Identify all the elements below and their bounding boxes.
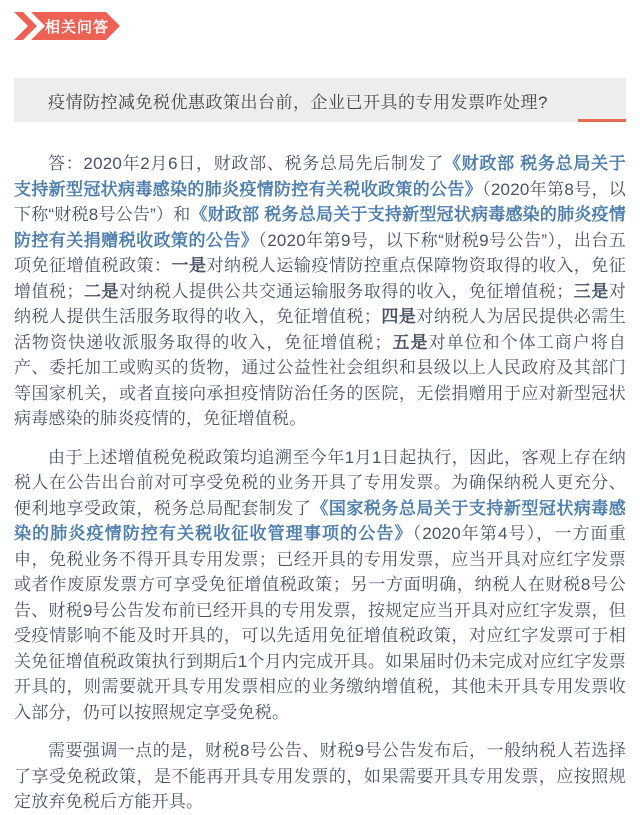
text-segment: 一是 xyxy=(171,256,207,275)
text-segment: （2020年第8号，以下称“财税8号公告”）和 xyxy=(14,179,626,224)
text-segment: 对纳税人提供公共交通运输服务取得的收入，免征增值税； xyxy=(118,281,574,301)
policy-document-link[interactable]: 《国家税务总局关于支持新型冠状病毒感染的肺炎疫情防控有关税收征收管理事项的公告》 xyxy=(14,498,626,543)
article-body xyxy=(14,151,626,815)
text-segment: 四是 xyxy=(381,307,417,326)
ribbon-band xyxy=(14,12,37,40)
text-segment: （2020年第4号），一方面重申，免税业务不得开具专用发票；已经开具的专用发票，应当开具对应红字发票或者作废原发票方可享受免征增值税政策；另一方面明确，纳税人在财税8号公告、财税9号公告发布前已经开具的专用发票，按规定应当开具对应红字发票，但受疫情影响不能及时开具的，可以先适用免征增值税政策，对应红字发票可于相关免征增值税政策执行到期后1个月内完成开具。如果届时仍未完成对应红字发票开具的，则需要就开具专用发票相应的业务缴纳增值税，其他未开具专用发票收入部分，仍可以按照规定享受免税。 xyxy=(14,524,626,722)
text-segment: 二是 xyxy=(83,281,119,301)
text-segment: 对纳税人提供生活服务取得的收入，免征增值税； xyxy=(14,281,626,326)
question-bar xyxy=(14,78,626,122)
paragraph xyxy=(14,738,626,815)
text-segment: 对单位和个体工商户将自产、委托加工或购买的货物，通过公益性社会组织和县级以上人民政府及其部门等国家机关，或者直接向承担疫情防治任务的医院，无偿捐赠用于应对新型冠状病毒感染的肺炎疫情的，免征增值税。 xyxy=(14,332,627,428)
related-qa-ribbon xyxy=(14,12,120,40)
text-segment: 答：2020年2月6日，财政部、税务总局先后制发了 xyxy=(48,154,444,173)
text-segment: 由于上述增值税免税政策均追溯至今年1月1日起执行，因此，客观上存在纳税人在公告出台前对可享受免税的业务开具了专用发票。为确保纳税人更充分、便利地享受政策，税务总局配套制发了 xyxy=(14,447,626,518)
text-segment: 三是 xyxy=(573,281,609,301)
paragraph xyxy=(14,151,626,432)
policy-document-link[interactable]: 《财政部 税务总局关于支持新型冠状病毒感染的肺炎疫情防控有关捐赠税收政策的公告》 xyxy=(14,205,626,250)
text-segment: （2020年第9号，以下称“财税9号公告”），出台五项免征增值税政策： xyxy=(14,230,626,275)
question-title: 疫情防控减免税优惠政策出台前，企业已开具的专用发票咋处理? xyxy=(48,92,548,112)
text-segment: 五是 xyxy=(391,332,429,352)
text-segment: 需要强调一点的是，财税8号公告、财税9号公告发布后，一般纳税人若选择了享受免税政策，是不能再开具专用发票的，如果需要开具专用发票，应按照规定放弃免税后方能开具。 xyxy=(14,741,626,811)
ribbon-label: 相关问答 xyxy=(45,18,110,36)
accent-underline xyxy=(578,119,626,122)
text-segment: 对纳税人运输疫情防控重点保障物资取得的收入，免征增值税； xyxy=(14,256,626,301)
policy-document-link[interactable]: 《财政部 税务总局关于支持新型冠状病毒感染的肺炎疫情防控有关税收政策的公告》 xyxy=(14,154,626,199)
paragraph xyxy=(14,445,626,726)
text-segment: 对纳税人为居民提供必需生活物资快递收派服务取得的收入，免征增值税； xyxy=(14,307,626,352)
